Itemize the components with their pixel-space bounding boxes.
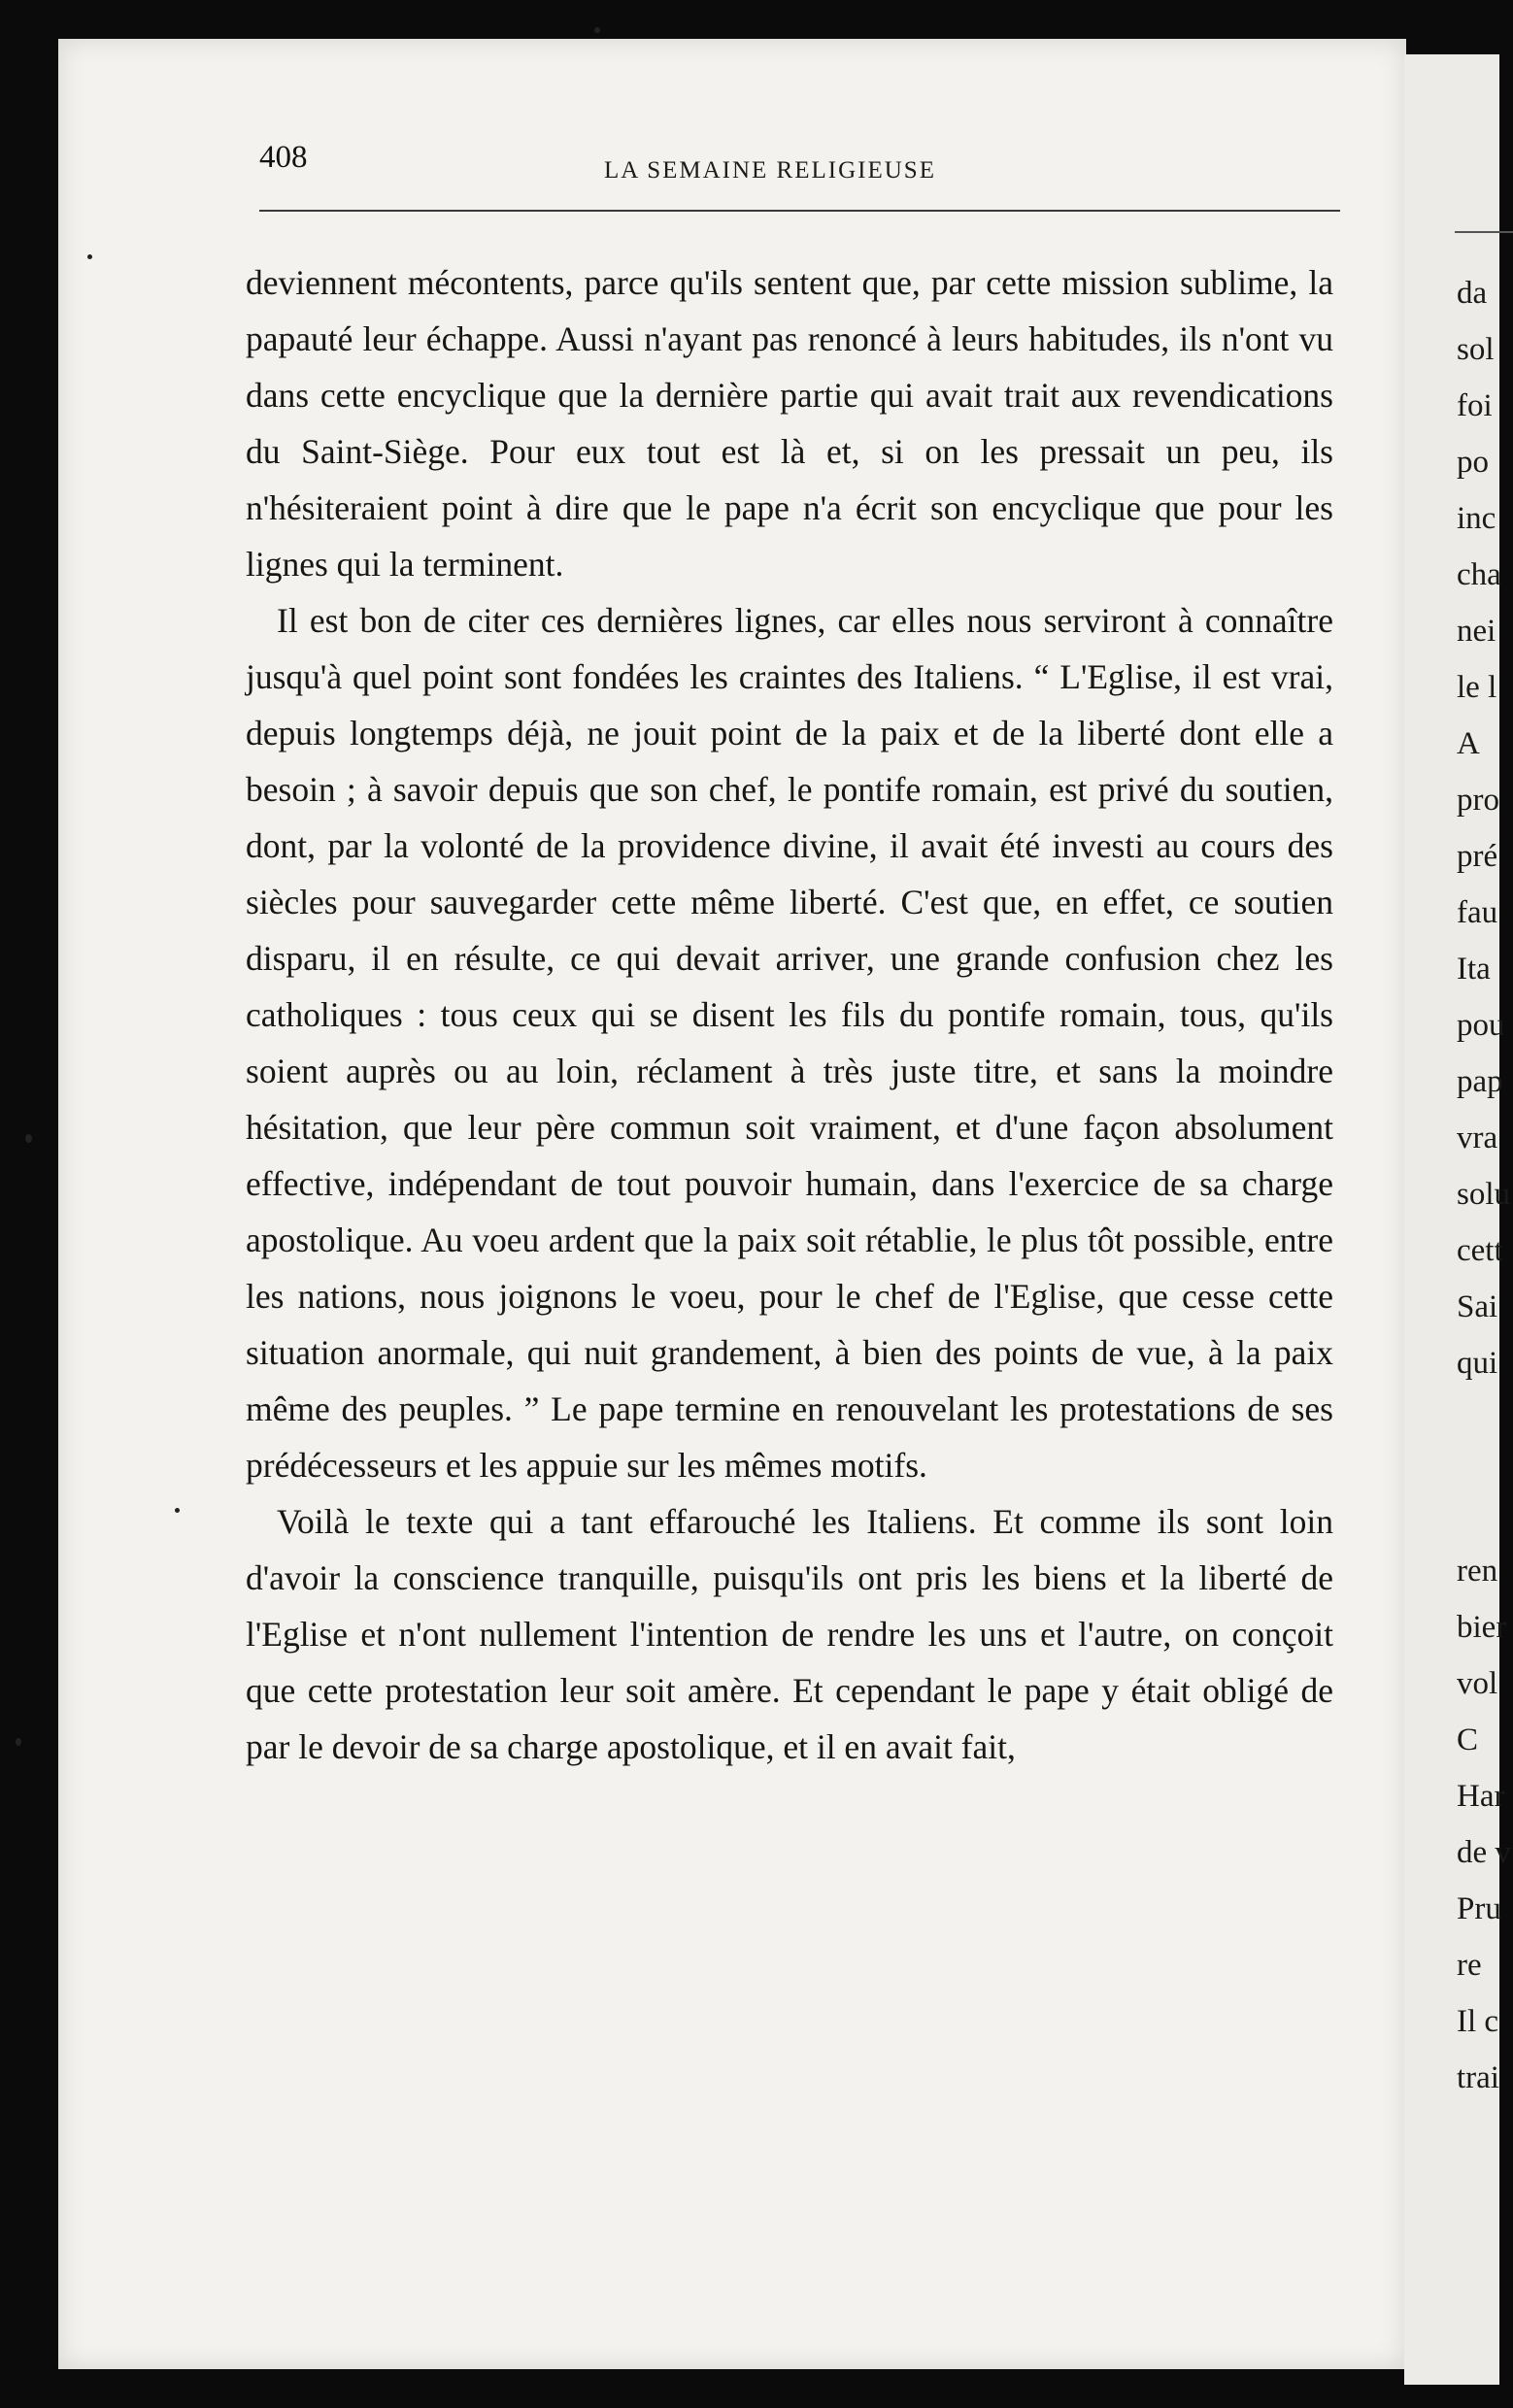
facing-line-fragment: ren bbox=[1457, 1554, 1498, 1589]
facing-line-fragment: Il c bbox=[1457, 2004, 1499, 2039]
facing-line-fragment: trai bbox=[1457, 2060, 1499, 2095]
facing-line-fragment: pap bbox=[1457, 1064, 1503, 1099]
facing-line-fragment: fau bbox=[1457, 895, 1498, 930]
facing-line-fragment: po bbox=[1457, 445, 1489, 480]
facing-line-fragment: re bbox=[1457, 1948, 1482, 1983]
facing-line-fragment: solu bbox=[1457, 1177, 1511, 1212]
facing-line-fragment: de v bbox=[1457, 1835, 1511, 1870]
page-header bbox=[259, 140, 1347, 188]
scan-speck bbox=[87, 254, 92, 259]
facing-line-fragment: Ita bbox=[1457, 952, 1491, 987]
header-rule bbox=[259, 210, 1340, 212]
facing-line-fragment: bier bbox=[1457, 1610, 1507, 1645]
paragraph: Voilà le texte qui a tant effarouché les Italiens. Et comme ils sont loin d'avoir la conscience tranquille, puisqu'ils ont pris les biens et la liberté de l'Eglise et n'ont nullement l'intention de rendre les uns et l'autre, on conçoit que cette protestation leur soit amère. Et cependant le pape y était obligé de par le devoir de sa charge apostolique, et il en avait fait, bbox=[246, 1502, 1333, 1766]
facing-page-edge bbox=[1404, 54, 1511, 2385]
facing-line-fragment: qui bbox=[1457, 1346, 1498, 1381]
facing-line-fragment: A bbox=[1457, 726, 1480, 761]
facing-line-fragment: nei bbox=[1457, 614, 1496, 649]
facing-line-fragment: da bbox=[1457, 276, 1488, 311]
facing-line-fragment: pré bbox=[1457, 839, 1498, 874]
page-number: 408 bbox=[259, 140, 308, 175]
facing-page-header-rule bbox=[1455, 231, 1513, 233]
scan-speck bbox=[175, 1508, 180, 1513]
facing-line-fragment: cha bbox=[1457, 557, 1501, 592]
running-title: LA SEMAINE RELIGIEUSE bbox=[604, 157, 936, 184]
facing-line-fragment: inc bbox=[1457, 501, 1496, 536]
facing-line-fragment: C bbox=[1457, 1722, 1479, 1757]
body-text bbox=[246, 254, 1333, 1775]
paragraph: Il est bon de citer ces dernières lignes, car elles nous serviront à connaître jusqu'à quel point sont fondées les craintes des Italiens. “ L'Eglise, il est vrai, depuis longtemps déjà, ne jouit point de la paix et de la liberté dont elle a besoin ; à savoir depuis que son chef, le pontife romain, est privé du soutien, dont, par la volonté de la providence divine, il avait été investi au cours des siècles pour sauvegarder cette même liberté. C'est que, en effet, ce soutien disparu, il en résulte, ce qui devait arriver, une grande confusion chez les catholiques : tous ceux qui se disent les fils du pontife romain, tous, qu'ils soient auprès ou au loin, réclament à très juste titre, et sans la moindre hésitation, que leur père commun soit vraiment, et d'une façon absolument effective, indépendant de tout pouvoir humain, dans l'exercice de sa charge apostolique. Au voeu ardent que la paix soit rétablie, le plus tôt possible, entre les nations, nous joignons le voeu, pour le chef de l'Eglise, que cesse cette situation anormale, qui nuit grandement, à bien des points de vue, à la paix même des peuples. ” Le pape termine en renouvelant les protestations de ses prédécesseurs et les appuie sur les mêmes motifs. bbox=[246, 601, 1333, 1485]
scan-speck bbox=[16, 1738, 21, 1746]
facing-line-fragment: vra bbox=[1457, 1120, 1498, 1155]
facing-line-fragment: Sai bbox=[1457, 1289, 1498, 1324]
facing-line-fragment: pou bbox=[1457, 1008, 1505, 1043]
scan-speck bbox=[594, 27, 600, 33]
facing-line-fragment: vol bbox=[1457, 1666, 1498, 1701]
facing-line-fragment: Pru bbox=[1457, 1891, 1501, 1926]
facing-line-fragment: Har bbox=[1457, 1779, 1505, 1814]
scan-speck bbox=[25, 1134, 32, 1143]
facing-line-fragment: foi bbox=[1457, 388, 1493, 423]
facing-line-fragment: pro bbox=[1457, 783, 1499, 818]
facing-line-fragment: cett bbox=[1457, 1233, 1503, 1268]
facing-line-fragment: sol bbox=[1457, 332, 1495, 367]
facing-line-fragment: le l bbox=[1457, 670, 1497, 705]
paragraph: deviennent mécontents, parce qu'ils sentent que, par cette mission sublime, la papauté leur échappe. Aussi n'ayant pas renoncé à leurs habitudes, ils n'ont vu dans cette encyclique que la dernière partie qui avait trait aux revendications du Saint-Siège. Pour eux tout est là et, si on les pressait un peu, ils n'hésiteraient point à dire que le pape n'a écrit son encyclique que pour les lignes qui la terminent. bbox=[246, 263, 1333, 584]
